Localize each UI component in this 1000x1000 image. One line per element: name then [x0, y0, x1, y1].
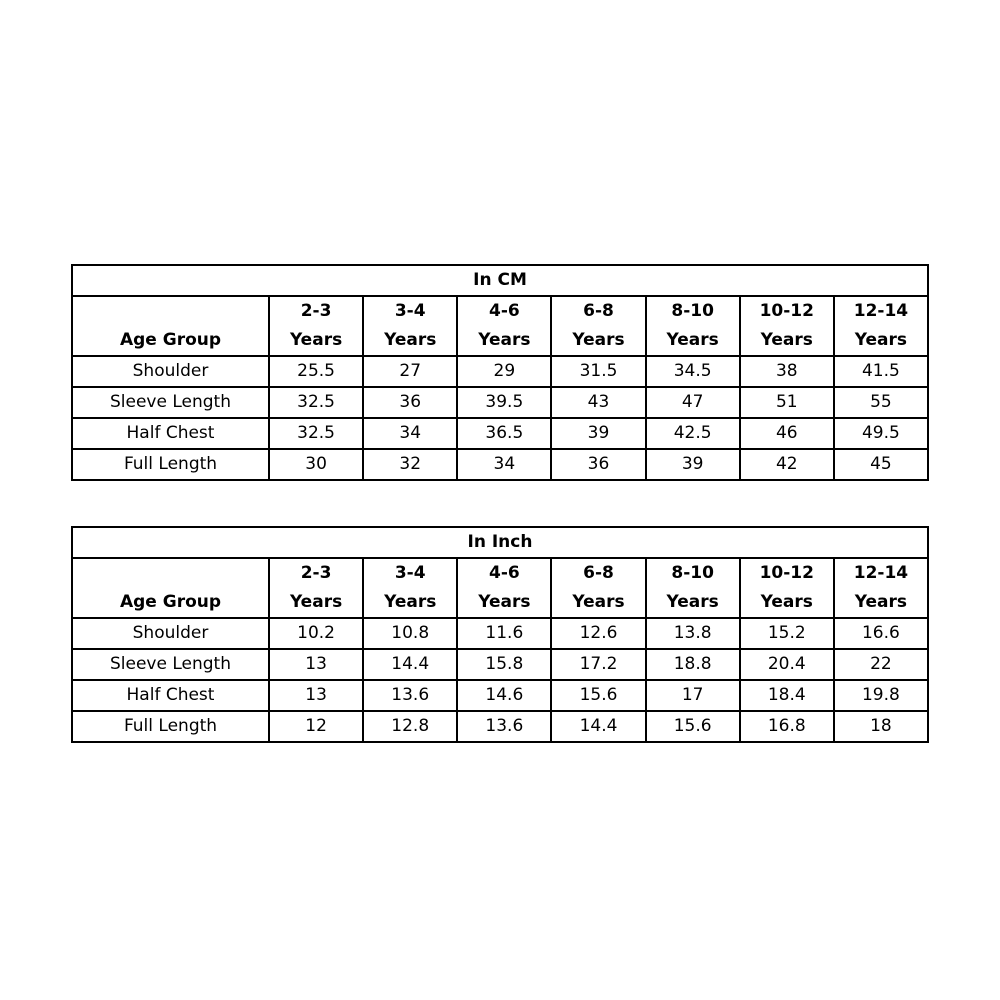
- row-label: Half Chest: [72, 418, 269, 449]
- header-age-group: Age Group: [72, 558, 269, 618]
- table-row: [72, 711, 928, 742]
- row-label: Shoulder: [72, 356, 269, 387]
- table-cell: 15.2: [740, 618, 834, 649]
- header-age-column: [457, 296, 551, 356]
- table-cell: 47: [646, 387, 740, 418]
- header-age-column: [269, 296, 363, 356]
- table-header-row: [72, 296, 928, 356]
- table-cell: 10.8: [363, 618, 457, 649]
- table-cell: 14.4: [551, 711, 645, 742]
- header-age-column: [740, 296, 834, 356]
- header-age-column: [551, 296, 645, 356]
- table-cell: 12: [269, 711, 363, 742]
- table-cell: 29: [457, 356, 551, 387]
- header-age-range: 12-14: [853, 563, 909, 583]
- row-label: Full Length: [72, 711, 269, 742]
- table-row: [72, 618, 928, 649]
- row-label: Sleeve Length: [72, 649, 269, 680]
- header-age-range: 4-6: [488, 563, 520, 583]
- table-cell: 51: [740, 387, 834, 418]
- header-age-column: [551, 558, 645, 618]
- table-cell: 12.6: [551, 618, 645, 649]
- table-cell: 13: [269, 649, 363, 680]
- table-cell: 36.5: [457, 418, 551, 449]
- header-age-range: 2-3: [300, 563, 332, 583]
- table-cell: 34.5: [646, 356, 740, 387]
- table-cell: 14.4: [363, 649, 457, 680]
- header-age-column: [740, 558, 834, 618]
- table-cell: 39: [646, 449, 740, 480]
- header-age-column: [363, 558, 457, 618]
- table-cell: 25.5: [269, 356, 363, 387]
- table-title-row: [72, 265, 928, 296]
- header-age-unit: Years: [478, 330, 531, 350]
- header-age-range: 10-12: [759, 563, 814, 583]
- table-cell: 30: [269, 449, 363, 480]
- header-age-group: Age Group: [72, 296, 269, 356]
- table-cell: 19.8: [834, 680, 928, 711]
- table-cell: 38: [740, 356, 834, 387]
- header-age-unit: Years: [289, 330, 343, 350]
- table-cell: 42: [740, 449, 834, 480]
- header-age-column: [834, 558, 928, 618]
- row-label: Half Chest: [72, 680, 269, 711]
- table-cell: 32.5: [269, 387, 363, 418]
- table-cell: 10.2: [269, 618, 363, 649]
- header-age-range: 2-3: [300, 301, 332, 321]
- header-age-column: [646, 296, 740, 356]
- table-cell: 32: [363, 449, 457, 480]
- table-cell: 31.5: [551, 356, 645, 387]
- table-cell: 18.4: [740, 680, 834, 711]
- table-cell: 12.8: [363, 711, 457, 742]
- size-table-cm: [71, 264, 929, 481]
- table-title-row: [72, 527, 928, 558]
- header-age-column: [457, 558, 551, 618]
- table-cell: 22: [834, 649, 928, 680]
- table-cell: 45: [834, 449, 928, 480]
- table-cell: 34: [457, 449, 551, 480]
- table-cell: 46: [740, 418, 834, 449]
- header-age-unit: Years: [572, 592, 625, 612]
- header-age-unit: Years: [666, 592, 719, 612]
- table-cell: 13.8: [646, 618, 740, 649]
- header-age-range: 8-10: [671, 301, 714, 321]
- table-cell: 14.6: [457, 680, 551, 711]
- table-title: In Inch: [72, 527, 928, 558]
- table-cell: 17.2: [551, 649, 645, 680]
- table-cell: 16.8: [740, 711, 834, 742]
- size-table-inch: [71, 526, 929, 743]
- row-label: Full Length: [72, 449, 269, 480]
- table-cell: 49.5: [834, 418, 928, 449]
- table-cell: 32.5: [269, 418, 363, 449]
- table-cell: 27: [363, 356, 457, 387]
- table-cell: 20.4: [740, 649, 834, 680]
- table-cell: 15.6: [646, 711, 740, 742]
- header-age-unit: Years: [384, 592, 437, 612]
- table-row: [72, 449, 928, 480]
- header-age-unit: Years: [760, 592, 813, 612]
- header-age-unit: Years: [666, 330, 719, 350]
- header-age-range: 6-8: [583, 301, 614, 321]
- table-row: [72, 649, 928, 680]
- header-age-range: 3-4: [394, 563, 426, 583]
- table-cell: 11.6: [457, 618, 551, 649]
- header-age-unit: Years: [854, 330, 908, 350]
- header-age-range: 6-8: [583, 563, 614, 583]
- table-cell: 41.5: [834, 356, 928, 387]
- table-header-row: [72, 558, 928, 618]
- table-title: In CM: [72, 265, 928, 296]
- header-age-unit: Years: [854, 592, 908, 612]
- table-cell: 13.6: [457, 711, 551, 742]
- row-label: Sleeve Length: [72, 387, 269, 418]
- table-cell: 13: [269, 680, 363, 711]
- table-cell: 42.5: [646, 418, 740, 449]
- header-age-unit: Years: [572, 330, 625, 350]
- table-cell: 13.6: [363, 680, 457, 711]
- table-row: [72, 387, 928, 418]
- table-cell: 17: [646, 680, 740, 711]
- header-age-column: [269, 558, 363, 618]
- header-age-column: [646, 558, 740, 618]
- table-cell: 15.8: [457, 649, 551, 680]
- header-age-range: 12-14: [853, 301, 909, 321]
- table-cell: 16.6: [834, 618, 928, 649]
- table-cell: 36: [551, 449, 645, 480]
- header-age-range: 3-4: [394, 301, 426, 321]
- header-age-column: [834, 296, 928, 356]
- table-cell: 18: [834, 711, 928, 742]
- header-age-range: 8-10: [671, 563, 714, 583]
- header-age-range: 4-6: [488, 301, 520, 321]
- table-cell: 39: [551, 418, 645, 449]
- header-age-unit: Years: [384, 330, 437, 350]
- header-age-column: [363, 296, 457, 356]
- header-age-range: 10-12: [759, 301, 814, 321]
- table-cell: 36: [363, 387, 457, 418]
- table-row: [72, 680, 928, 711]
- table-cell: 18.8: [646, 649, 740, 680]
- table-row: [72, 356, 928, 387]
- header-age-unit: Years: [289, 592, 343, 612]
- table-cell: 39.5: [457, 387, 551, 418]
- header-age-unit: Years: [478, 592, 531, 612]
- table-cell: 43: [551, 387, 645, 418]
- table-cell: 34: [363, 418, 457, 449]
- row-label: Shoulder: [72, 618, 269, 649]
- header-age-unit: Years: [760, 330, 813, 350]
- table-cell: 55: [834, 387, 928, 418]
- table-cell: 15.6: [551, 680, 645, 711]
- table-row: [72, 418, 928, 449]
